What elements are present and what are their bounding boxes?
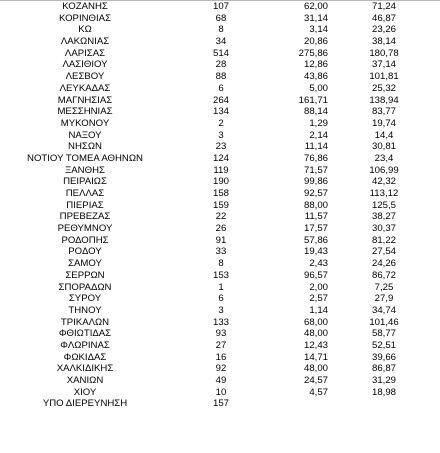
table-row xyxy=(0,340,440,352)
region-name: ΡΟΔΟΠΗΣ xyxy=(61,234,109,246)
region-name: ΧΑΝΙΩΝ xyxy=(66,375,104,386)
value-2: 39,66 xyxy=(371,351,396,363)
region-name: ΠΕΙΡΑΙΩΣ xyxy=(63,176,107,188)
value-1: 3,14 xyxy=(309,24,328,36)
case-count: 124 xyxy=(212,152,229,164)
table-row xyxy=(0,188,440,200)
value-1: 96,57 xyxy=(303,269,328,281)
table-row xyxy=(0,387,440,399)
value-2: 71,24 xyxy=(371,1,396,12)
table-row xyxy=(0,153,440,165)
value-1: 1,29 xyxy=(309,117,328,129)
value-1: 24,57 xyxy=(303,375,328,386)
value-2: 34,74 xyxy=(371,304,396,316)
value-2: 18,98 xyxy=(371,386,396,398)
value-2: 52,51 xyxy=(371,339,396,351)
case-count: 26 xyxy=(215,223,227,235)
value-2: 86,87 xyxy=(371,363,396,375)
case-count: 158 xyxy=(212,188,229,199)
value-1: 2,14 xyxy=(309,129,328,141)
table-row xyxy=(0,83,440,95)
region-name: ΠΕΛΛΑΣ xyxy=(65,188,105,199)
value-2: 106,99 xyxy=(369,164,399,176)
region-name: ΤΡΙΚΑΛΩΝ xyxy=(60,316,110,328)
case-count: 28 xyxy=(215,59,227,71)
region-name: ΚΟΡΙΝΘΙΑΣ xyxy=(58,12,112,24)
case-count: 91 xyxy=(215,234,227,246)
region-name: ΜΑΓΝΗΣΙΑΣ xyxy=(57,94,113,106)
case-count: 93 xyxy=(215,328,227,340)
case-count: 16 xyxy=(215,351,227,363)
case-count: 133 xyxy=(212,316,229,328)
case-count: 23 xyxy=(215,141,227,153)
case-count: 190 xyxy=(212,176,229,188)
region-name: ΜΕΣΣΗΝΙΑΣ xyxy=(57,106,113,118)
table-row xyxy=(0,106,440,118)
value-1: 99,86 xyxy=(303,176,328,188)
region-name: ΝΟΤΙΟΥ ΤΟΜΕΑ ΑΘΗΝΩΝ xyxy=(27,152,143,164)
value-1: 11,57 xyxy=(304,211,328,223)
value-2: 30,37 xyxy=(371,223,396,235)
value-1: 4,57 xyxy=(309,386,328,398)
region-name: ΛΑΣΙΘΙΟΥ xyxy=(62,59,108,71)
table-row xyxy=(0,71,440,83)
value-2: 7,25 xyxy=(374,281,394,293)
table-row xyxy=(0,305,440,317)
value-2: 113,12 xyxy=(369,188,399,199)
case-count: 2 xyxy=(218,117,224,129)
table-row xyxy=(0,398,440,410)
case-count: 153 xyxy=(212,269,229,281)
value-2: 25,32 xyxy=(371,82,396,94)
case-count: 27 xyxy=(215,339,227,351)
table-row xyxy=(0,130,440,142)
table-row xyxy=(0,246,440,258)
region-name: ΡΟΔΟΥ xyxy=(68,246,102,258)
region-name: ΧΙΟΥ xyxy=(73,386,97,398)
value-1: 14,71 xyxy=(303,351,328,363)
value-2: 58,77 xyxy=(371,328,396,340)
value-1: 48,00 xyxy=(303,328,328,340)
case-count: 6 xyxy=(218,293,224,305)
region-name: ΦΛΩΡΙΝΑΣ xyxy=(60,339,110,351)
value-2: 30,81 xyxy=(371,141,396,153)
table-row xyxy=(0,258,440,270)
value-2: 23,26 xyxy=(371,24,396,36)
region-name: ΚΩ xyxy=(78,24,92,36)
value-1: 12,86 xyxy=(303,59,328,71)
case-count: 107 xyxy=(212,1,229,12)
case-count: 264 xyxy=(212,94,229,106)
value-2 xyxy=(328,398,440,410)
region-name: ΜΥΚΟΝΟΥ xyxy=(60,117,110,129)
region-name: ΧΑΛΚΙΔΙΚΗΣ xyxy=(56,363,114,375)
value-2: 31,29 xyxy=(371,375,396,386)
table-row xyxy=(0,235,440,247)
table-row xyxy=(0,211,440,223)
region-name: ΣΕΡΡΩΝ xyxy=(65,269,105,281)
value-1: 92,57 xyxy=(303,188,328,199)
value-1: 88,00 xyxy=(303,199,328,211)
value-2: 81,22 xyxy=(371,234,396,246)
value-1: 11,14 xyxy=(304,141,328,153)
region-name: ΠΡΕΒΕΖΑΣ xyxy=(59,211,111,223)
region-name: ΝΗΣΩΝ xyxy=(68,141,102,153)
value-2: 24,26 xyxy=(371,258,396,270)
table-row xyxy=(0,375,440,387)
value-2: 23,4 xyxy=(374,152,394,164)
case-count: 8 xyxy=(218,258,224,270)
value-2: 101,81 xyxy=(369,71,399,83)
case-count: 10 xyxy=(215,386,227,398)
value-1: 48,00 xyxy=(303,363,328,375)
region-name: ΛΕΣΒΟΥ xyxy=(65,71,105,83)
region-name: ΛΕΥΚΑΔΑΣ xyxy=(59,82,111,94)
value-1: 1,14 xyxy=(309,304,328,316)
value-2: 180,78 xyxy=(369,47,399,59)
case-count: 49 xyxy=(215,375,227,386)
value-1: 62,00 xyxy=(303,1,328,12)
table-row xyxy=(0,13,440,25)
value-2: 27,9 xyxy=(374,293,394,305)
value-2: 83,77 xyxy=(371,106,396,118)
table-row xyxy=(0,293,440,305)
region-name: ΣΥΡΟΥ xyxy=(68,293,102,305)
value-2: 46,87 xyxy=(371,12,396,24)
value-2: 27,54 xyxy=(371,246,396,258)
table-row xyxy=(0,36,440,48)
table-row xyxy=(0,24,440,36)
table-row xyxy=(0,328,440,340)
table-row xyxy=(0,282,440,294)
table-row xyxy=(0,176,440,188)
region-name: ΛΑΡΙΣΑΣ xyxy=(64,47,106,59)
value-2: 86,72 xyxy=(371,269,396,281)
value-2: 19,74 xyxy=(371,117,396,129)
value-1: 2,00 xyxy=(309,281,328,293)
region-name: ΠΙΕΡΙΑΣ xyxy=(66,199,104,211)
value-1 xyxy=(272,398,328,410)
value-1: 2,57 xyxy=(309,293,328,305)
region-name: ΣΠΟΡΑΔΩΝ xyxy=(58,281,112,293)
table-row xyxy=(0,317,440,329)
value-2: 125,5 xyxy=(371,199,396,211)
table-row xyxy=(0,48,440,60)
case-count: 3 xyxy=(218,129,224,141)
region-name: ΞΑΝΘΗΣ xyxy=(65,164,105,176)
case-count: 514 xyxy=(212,47,229,59)
value-1: 2,43 xyxy=(309,258,328,270)
case-count: 3 xyxy=(218,304,224,316)
case-count: 6 xyxy=(218,82,224,94)
region-name: ΣΑΜΟΥ xyxy=(68,258,102,270)
value-1: 5,00 xyxy=(309,82,328,94)
table-row xyxy=(0,118,440,130)
value-1: 88,14 xyxy=(303,106,328,118)
value-1: 68,00 xyxy=(303,316,328,328)
table-row xyxy=(0,95,440,107)
case-count: 92 xyxy=(215,363,227,375)
region-name: ΦΘΙΩΤΙΔΑΣ xyxy=(58,328,112,340)
table-row xyxy=(0,363,440,375)
case-count: 1 xyxy=(218,281,224,293)
value-2: 38,27 xyxy=(371,211,396,223)
value-2: 37,14 xyxy=(371,59,396,71)
case-count: 34 xyxy=(215,36,227,48)
region-name: ΦΩΚΙΔΑΣ xyxy=(63,351,107,363)
value-1: 71,57 xyxy=(303,164,328,176)
region-name: ΛΑΚΩΝΙΑΣ xyxy=(60,36,110,48)
value-2: 138,94 xyxy=(369,94,399,106)
table-row xyxy=(0,223,440,235)
region-name: ΡΕΘΥΜΝΟΥ xyxy=(57,223,113,235)
value-2: 101,46 xyxy=(369,316,399,328)
region-name: ΚΟΖΑΝΗΣ xyxy=(62,1,108,12)
value-2: 14,4 xyxy=(374,129,394,141)
region-name: ΝΑΞΟΥ xyxy=(68,129,102,141)
case-count: 22 xyxy=(215,211,227,223)
value-2: 38,14 xyxy=(371,36,396,48)
value-1: 161,71 xyxy=(298,94,328,106)
table-row xyxy=(0,141,440,153)
table-row xyxy=(0,165,440,177)
value-1: 12,43 xyxy=(303,339,328,351)
value-1: 20,86 xyxy=(303,36,328,48)
value-1: 43,86 xyxy=(303,71,328,83)
table-row xyxy=(0,59,440,71)
value-1: 17,57 xyxy=(303,223,328,235)
value-2: 42,32 xyxy=(371,176,396,188)
region-name: ΤΗΝΟΥ xyxy=(68,304,102,316)
table-row xyxy=(0,1,440,13)
table-row xyxy=(0,352,440,364)
table-row xyxy=(0,270,440,282)
value-1: 31,14 xyxy=(303,12,328,24)
value-1: 19,43 xyxy=(303,246,328,258)
case-count: 134 xyxy=(212,106,229,118)
case-count: 159 xyxy=(212,199,229,211)
region-name: ΥΠΟ ΔΙΕΡΕΥΝΗΣΗ xyxy=(42,398,128,410)
value-1: 275,86 xyxy=(298,47,328,59)
case-count: 119 xyxy=(213,164,229,176)
case-count: 88 xyxy=(215,71,227,83)
value-1: 76,86 xyxy=(303,152,328,164)
case-count: 68 xyxy=(215,12,227,24)
case-count: 157 xyxy=(212,398,229,410)
case-count: 8 xyxy=(218,24,224,36)
table-row xyxy=(0,200,440,212)
case-count: 33 xyxy=(215,246,227,258)
value-1: 57,86 xyxy=(303,234,328,246)
